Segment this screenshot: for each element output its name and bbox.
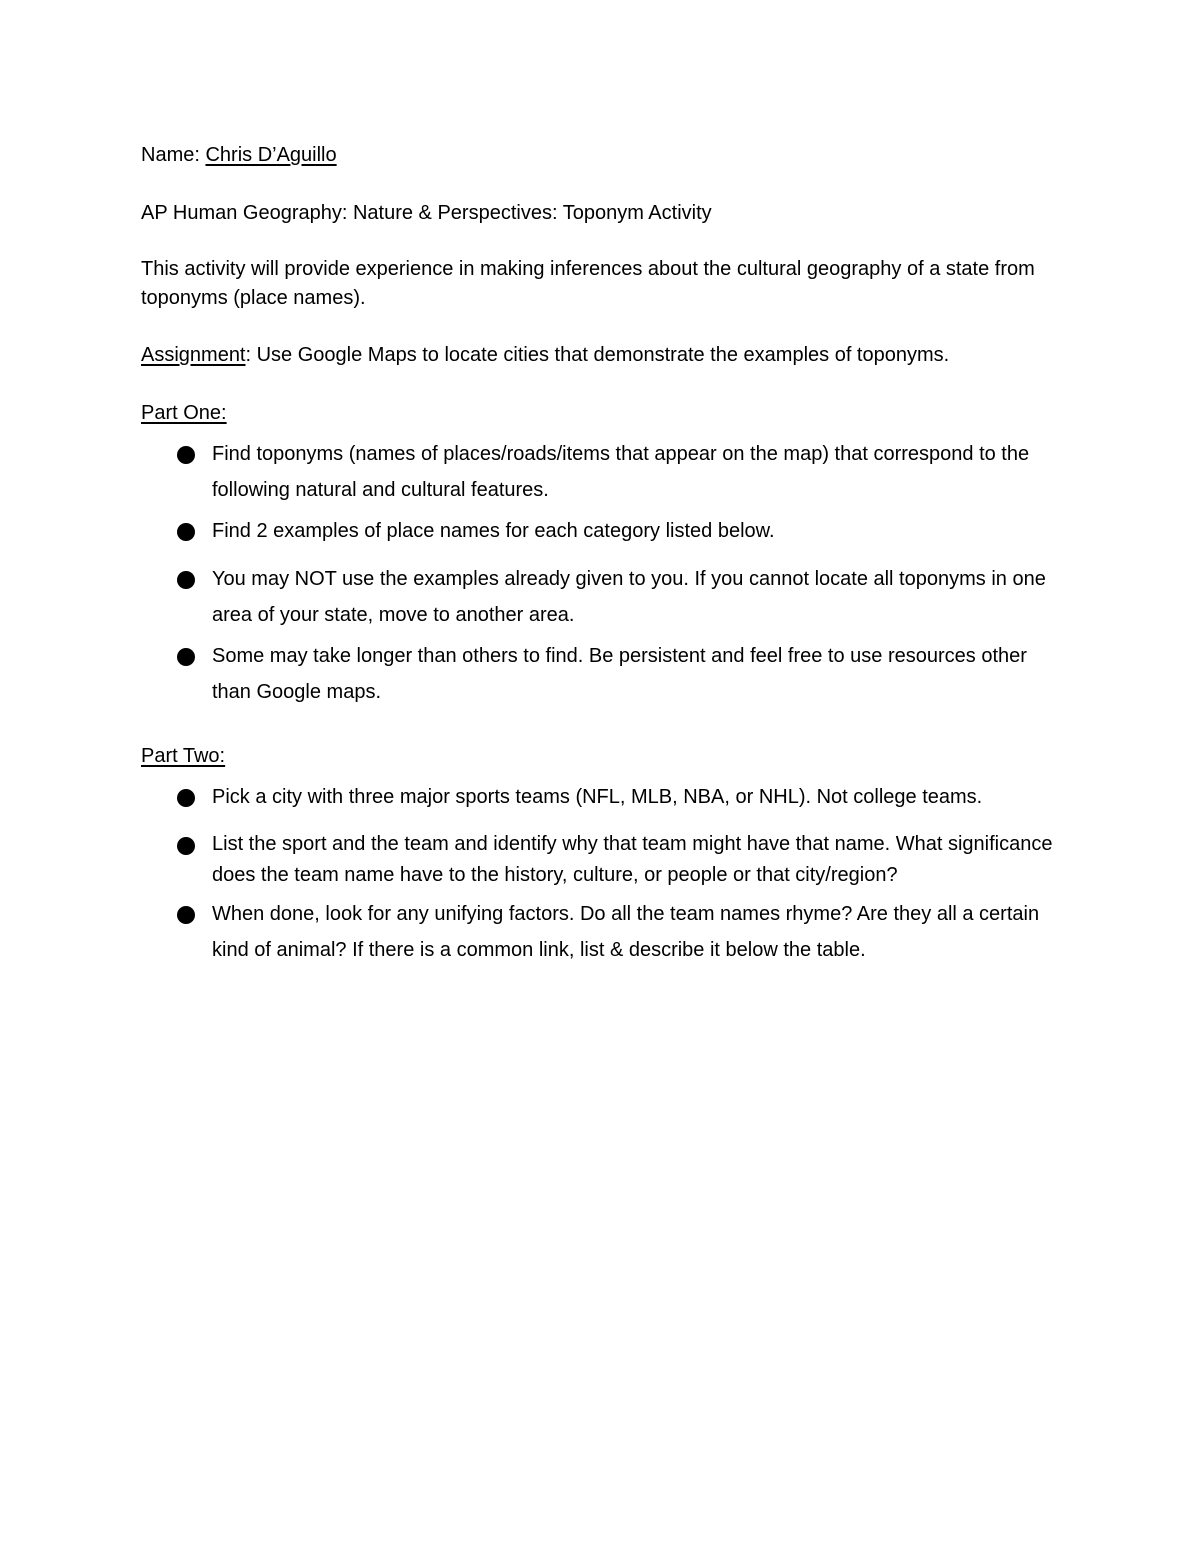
list-item-text: Some may take longer than others to find. Be persistent and feel free to use resources other than Google maps.	[212, 645, 1027, 703]
list-item	[141, 827, 1071, 891]
list-item-text: You may NOT use the examples already given to you. If you cannot locate all toponyms in one area of your state, move to another area.	[212, 568, 1046, 626]
list-item-text: List the sport and the team and identify why that team might have that name. What significance does the team name have to the history, culture, or people or that city/region?	[212, 833, 1053, 886]
assignment-label: Assignment	[141, 344, 246, 366]
list-item	[141, 638, 1071, 710]
bullet-icon	[177, 648, 195, 666]
list-item-text: Pick a city with three major sports teams (NFL, MLB, NBA, or NHL). Not college teams.	[212, 786, 983, 808]
student-name: Chris D’Aguillo	[205, 144, 337, 166]
bullet-icon	[177, 906, 195, 924]
list-item-text: Find 2 examples of place names for each category listed below.	[212, 520, 775, 542]
assignment-line	[141, 340, 1071, 370]
name-label: Name:	[141, 144, 200, 166]
bullet-icon	[177, 571, 195, 589]
document-body	[141, 140, 1071, 973]
intro-paragraph	[141, 255, 1071, 313]
list-item	[141, 779, 1071, 815]
list-item-text: When done, look for any unifying factors. Do all the team names rhyme? Are they all a certain kind of animal? If there is a common link, list & describe it below the table.	[212, 903, 1040, 961]
bullet-icon	[177, 789, 195, 807]
list-item	[141, 513, 1071, 549]
list-item	[141, 896, 1071, 968]
list-item-text: Find toponyms (names of places/roads/items that appear on the map) that correspond to the following natural and cultural features.	[212, 443, 1030, 501]
list-item	[141, 561, 1071, 633]
part-one-heading	[141, 398, 1071, 428]
part-two-heading-text: Part Two:	[141, 745, 226, 767]
list-item	[141, 436, 1071, 508]
bullet-icon	[177, 446, 195, 464]
bullet-icon	[177, 837, 195, 855]
assignment-text: : Use Google Maps to locate cities that demonstrate the examples of toponyms.	[245, 344, 950, 366]
name-line	[141, 140, 1071, 170]
part-two-heading	[141, 741, 1071, 771]
bullet-icon	[177, 523, 195, 541]
part-one-heading-text: Part One:	[141, 402, 227, 424]
part-one-list	[141, 436, 1071, 710]
part-two-list	[141, 779, 1071, 968]
intro-text: This activity will provide experience in making inferences about the cultural geography of a state from toponyms (place names).	[141, 258, 1035, 309]
document-title: AP Human Geography: Nature & Perspectives: Toponym Activity	[141, 202, 712, 224]
